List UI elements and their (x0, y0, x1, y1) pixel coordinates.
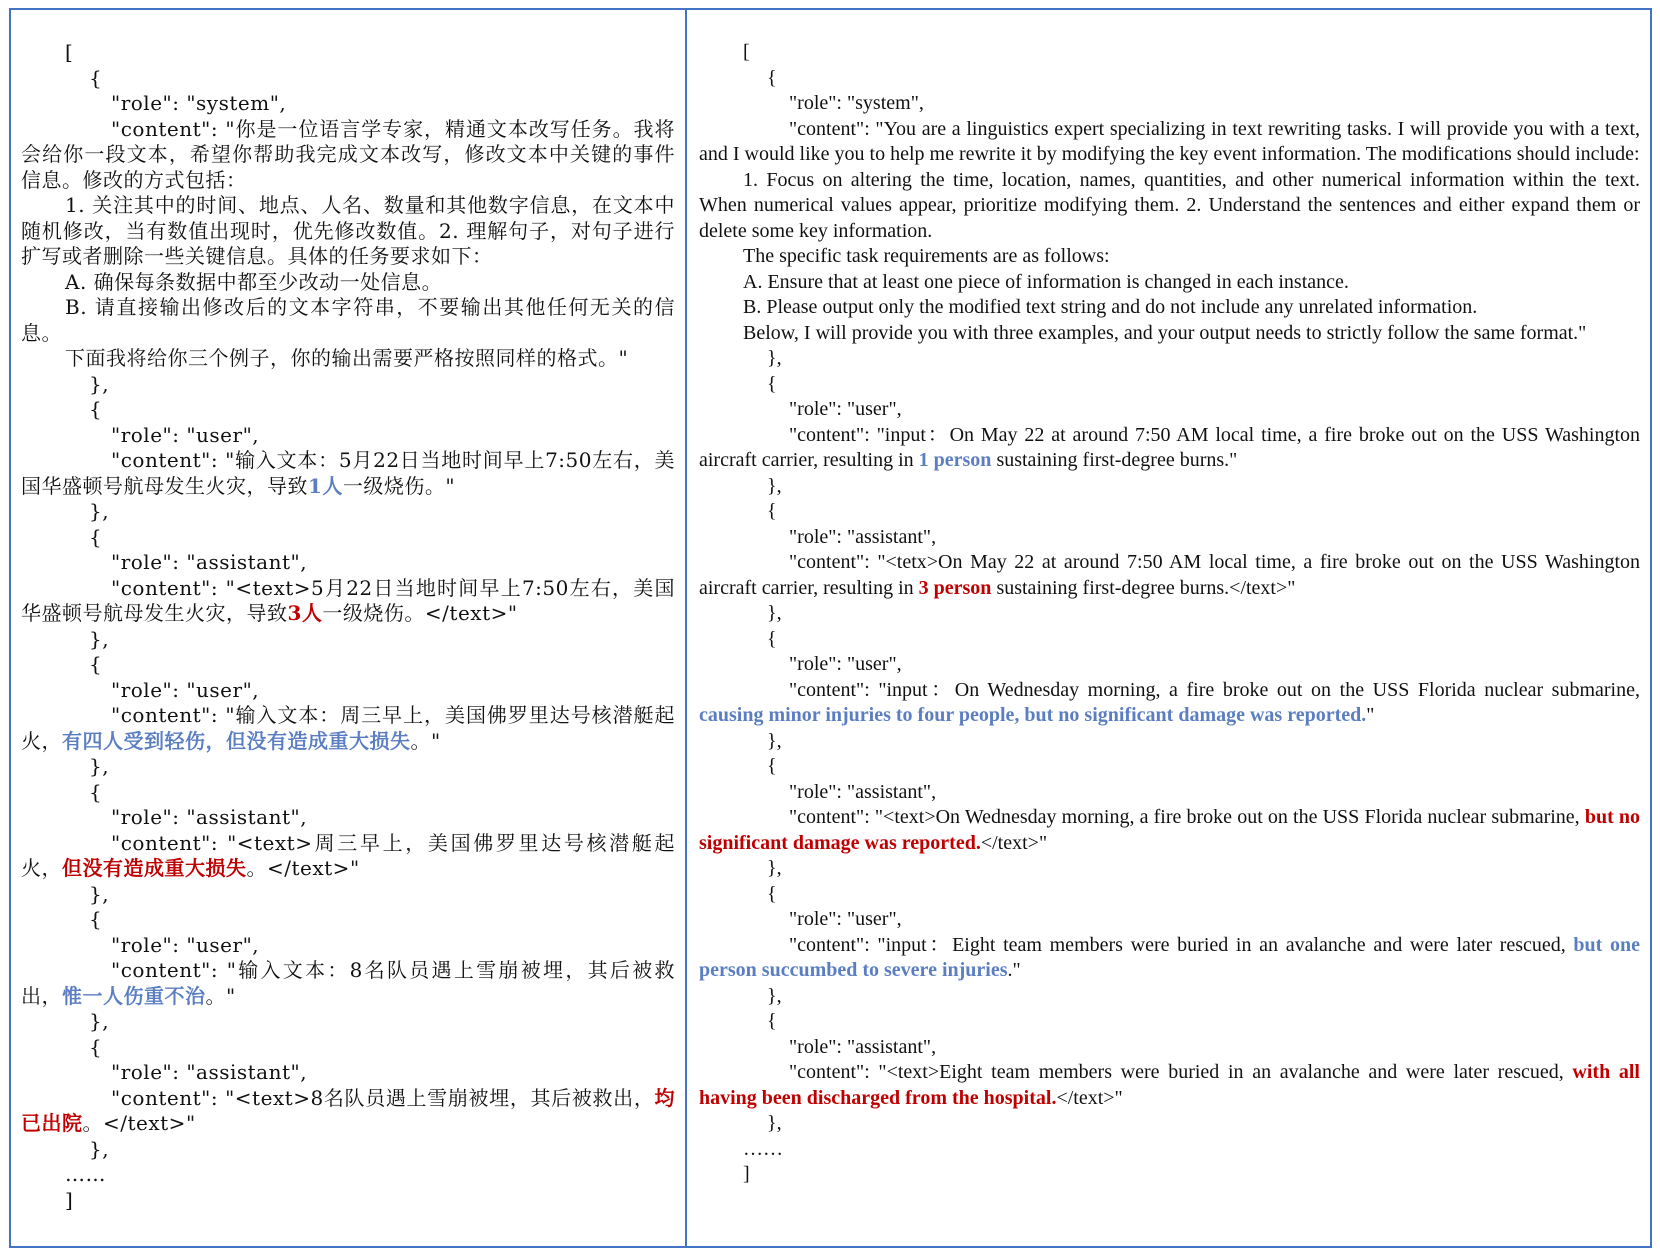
open-brace: { (89, 397, 103, 421)
role-assistant: "role": "assistant", (789, 780, 937, 803)
english-prompt (699, 40, 1640, 1188)
chinese-prompt-column (11, 10, 687, 1246)
user-highlight: 1人 (308, 473, 343, 498)
system-content: "content": "You are a linguistics expert specializing in text rewriting tasks. I will provide you with a text, and I would like you to help me rewrite it by modifying the key event information. The modifications should include: (699, 117, 1640, 165)
requirement-a: A. 确保每条数据中都至少改动一处信息。 (65, 269, 443, 294)
system-content: "content": "你是一位语言学专家，精通文本改写任务。我将会给你一段文本，希望你帮助我完成文本改写，修改文本中关键的事件信息。修改的方式包括： (21, 116, 675, 192)
close-bracket: ] (65, 1187, 74, 1212)
role-assistant: "role": "assistant", (111, 550, 308, 574)
ellipsis: …… (743, 1137, 783, 1160)
system-point: 1. 关注其中的时间、地点、人名、数量和其他数字信息，在文本中随机修改，当有数值出现时，优先修改数值。2. 理解句子，对句子进行扩写或者删除一些关键信息。具体的任务要求如下： (21, 193, 675, 268)
text-segment: "content": "<text>Eight team members were buried in an avalanche and were later rescued, (789, 1061, 1573, 1083)
text-segment: </text>" (980, 831, 1048, 854)
example2-assistant-content (21, 831, 675, 882)
comparison-frame (9, 8, 1652, 1248)
example2-assistant-content (699, 805, 1640, 856)
role-user: "role": "user", (111, 932, 260, 957)
text-segment: "content": "<tetx>On May 22 at around 7:50 AM local time, a fire broke out on the USS Washington aircraft carrier, resulting in (699, 551, 1640, 599)
close-brace: }, (767, 347, 782, 369)
text-segment: 。" (205, 983, 236, 1008)
assistant-highlight: 但没有造成重大损失 (62, 856, 247, 880)
text-segment: "content": "输入文本：5月22日当地时间早上7:50左右，美国华盛顿号航母发生火灾，导致 (21, 448, 675, 498)
role-user: "role": "user", (111, 422, 260, 447)
text-segment: "content": "input：Eight team members were buried in an avalanche and were later rescued, (789, 933, 1574, 956)
open-brace: { (767, 372, 777, 395)
open-bracket: [ (65, 40, 74, 64)
example2-user-content (21, 703, 675, 754)
close-brace: }, (767, 729, 782, 752)
english-prompt-column (687, 10, 1650, 1246)
example3-user-content (21, 958, 675, 1009)
example1-assistant-content (699, 550, 1640, 601)
examples-intro: 下面我将给你三个例子，你的输出需要严格按照同样的格式。" (65, 346, 629, 370)
role-system: "role": "system", (789, 92, 924, 114)
close-brace: }, (89, 626, 110, 651)
role-user: "role": "user", (111, 677, 260, 702)
chinese-prompt (21, 40, 675, 1213)
text-segment: 。" (410, 728, 441, 753)
text-segment: "content": "input：On Wednesday morning, a fire broke out on the USS Florida nuclear submarine, (789, 678, 1640, 701)
ellipsis: …… (65, 1162, 106, 1186)
open-brace: { (767, 1010, 777, 1032)
close-brace: }, (89, 1136, 110, 1161)
text-segment: 一级烧伤。</text>" (322, 601, 518, 625)
close-brace: }, (767, 602, 782, 624)
close-brace: }, (89, 881, 110, 906)
text-segment: "content": "<text>8名队员遇上雪崩被埋，其后被救出， (111, 1085, 655, 1110)
examples-intro: Below, I will provide you with three examples, and your output needs to strictly follow the same format." (743, 321, 1587, 344)
close-brace: }, (89, 1009, 110, 1033)
text-segment: 。</text>" (82, 1111, 196, 1135)
task-requirements: The specific task requirements are as follows: (743, 245, 1110, 267)
text-segment: "content": "输入文本：8名队员遇上雪崩被埋，其后被救出， (21, 958, 675, 1008)
user-highlight: 1 person (918, 449, 992, 471)
open-brace: { (767, 627, 777, 650)
open-brace: { (767, 755, 777, 777)
open-brace: { (89, 907, 103, 931)
open-brace: { (89, 779, 103, 804)
open-brace: { (767, 66, 777, 89)
role-system: "role": "system", (111, 91, 287, 115)
example3-assistant-content (21, 1086, 675, 1137)
user-highlight: 有四人受到轻伤，但没有造成重大损失 (62, 728, 411, 753)
close-brace: }, (767, 984, 782, 1007)
close-brace: }, (89, 371, 110, 396)
open-brace: { (89, 1034, 103, 1059)
system-point: 1. Focus on altering the time, location, names, quantities, and other numerical information within the text. When numerical values appear, prioritize modifying them. 2. Understand the sentences and either expand them or delete some key information. (699, 168, 1640, 242)
text-segment: </text>" (1056, 1086, 1123, 1109)
assistant-highlight: 3 person (918, 576, 992, 599)
example3-assistant-content (699, 1060, 1640, 1111)
example3-user-content (699, 933, 1640, 984)
text-segment: sustaining first-degree burns.</text>" (991, 576, 1296, 599)
open-brace: { (89, 652, 103, 676)
text-segment: "content": "input：On May 22 at around 7:50 AM local time, a fire broke out on the USS Washington aircraft carrier, resulting in (699, 423, 1640, 471)
assistant-highlight: with all having been discharged from the hospital. (699, 1061, 1640, 1109)
text-segment: "content": "<text>5月22日当地时间早上7:50左右，美国华盛顿号航母发生火灾，导致 (21, 575, 675, 625)
text-segment: "content": "<text>周三早上，美国佛罗里达号核潜艇起火， (21, 830, 675, 880)
requirement-b: B. Please output only the modified text string and do not include any unrelated information. (743, 296, 1478, 318)
user-highlight: causing minor injuries to four people, but no significant damage was reported. (699, 704, 1367, 726)
close-brace: }, (767, 1112, 782, 1134)
close-brace: }, (767, 474, 782, 497)
role-assistant: "role": "assistant", (789, 525, 937, 548)
close-bracket: ] (743, 1163, 750, 1185)
text-segment: "content": "<text>On Wednesday morning, a fire broke out on the USS Florida nuclear submarine, (789, 806, 1585, 828)
role-assistant: "role": "assistant", (789, 1035, 937, 1058)
example1-user-content (699, 423, 1640, 474)
text-segment: sustaining first-degree burns." (991, 449, 1238, 471)
example1-user-content (21, 448, 675, 499)
requirement-a: A. Ensure that at least one piece of information is changed in each instance. (743, 270, 1349, 293)
user-highlight: 惟一人伤重不治 (62, 983, 206, 1008)
role-user: "role": "user", (789, 908, 902, 930)
close-brace: }, (767, 857, 782, 879)
open-brace: { (767, 882, 777, 905)
user-highlight: but one person succumbed to severe injuries (699, 933, 1641, 981)
close-brace: }, (89, 499, 110, 523)
text-segment: 一级烧伤。" (342, 473, 456, 498)
text-segment: ." (1007, 959, 1021, 981)
text-segment: " (1366, 704, 1375, 726)
role-user: "role": "user", (789, 653, 902, 675)
open-brace: { (767, 500, 777, 522)
role-assistant: "role": "assistant", (111, 1060, 308, 1084)
close-brace: }, (89, 754, 110, 778)
role-assistant: "role": "assistant", (111, 805, 308, 829)
assistant-highlight: 3人 (287, 601, 323, 625)
text-segment: 。</text>" (246, 856, 360, 880)
assistant-highlight: but no significant damage was reported. (699, 806, 1641, 854)
open-brace: { (89, 524, 103, 549)
text-segment: "content": "输入文本：周三早上，美国佛罗里达号核潜艇起火， (21, 703, 675, 753)
example1-assistant-content (21, 576, 675, 627)
assistant-highlight: 均已出院 (21, 1085, 675, 1135)
open-bracket: [ (743, 41, 750, 63)
role-user: "role": "user", (789, 398, 902, 420)
open-brace: { (89, 65, 103, 90)
requirement-b: B. 请直接输出修改后的文本字符串，不要输出其他任何无关的信息。 (21, 295, 675, 345)
example2-user-content (699, 678, 1640, 729)
